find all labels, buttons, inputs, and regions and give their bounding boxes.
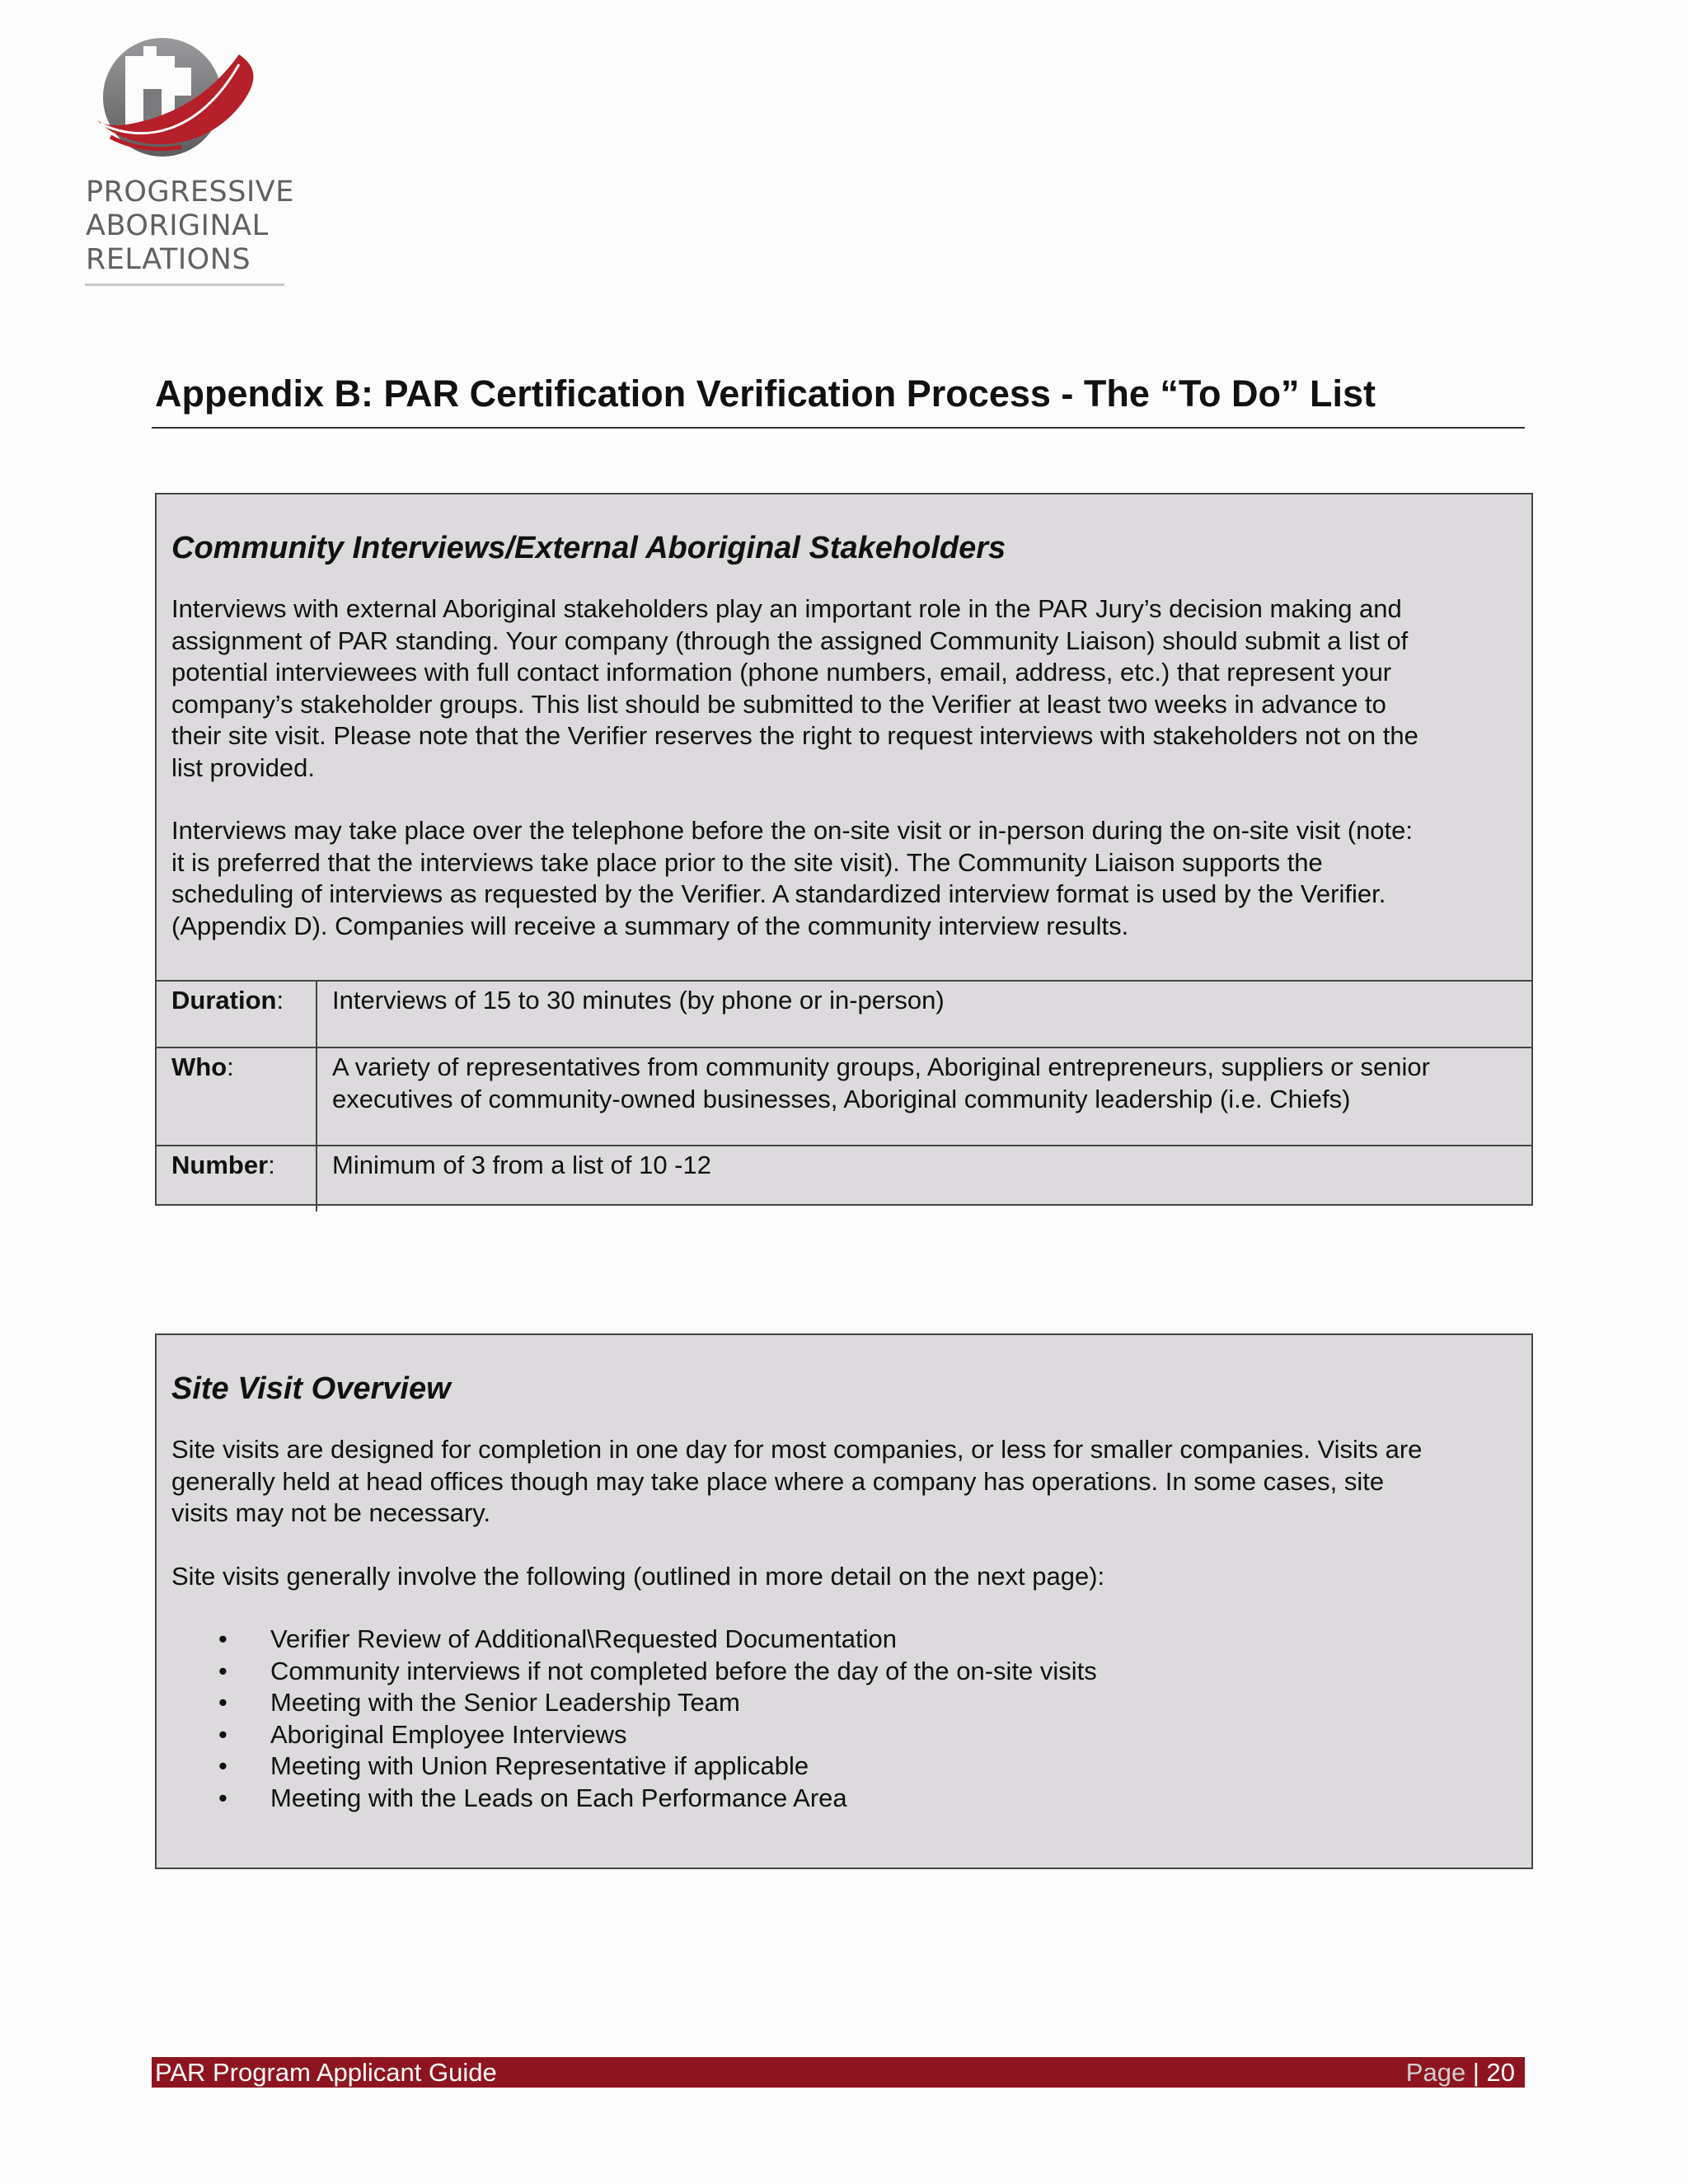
table-row [157,981,1531,1047]
row-value-cell [316,981,1531,1047]
text-line: (Appendix D). Companies will receive a summary of the community interview results. [171,911,1129,940]
community-paragraph-2 [171,815,1517,942]
community-interviews-section [155,493,1533,1206]
text-line: Interviews with external Aboriginal stakeholders play an important role in the PAR Jury’s decision making and [171,594,1402,623]
text-line: Site visits generally involve the following (outlined in more detail on the next page): [171,1561,1105,1591]
footer-document-title: PAR Program Applicant Guide [155,2058,497,2087]
interview-details-table [157,980,1531,1212]
row-value: Interviews of 15 to 30 minutes (by phone or in-person) [332,986,945,1015]
text-line: generally held at head offices though may take place where a company has operations. In some cases, site [171,1466,1385,1496]
list-item: • Meeting with the Leads on Each Performance Area [171,1783,1517,1815]
page-separator: | [1472,2058,1479,2087]
row-label: Who [171,1052,227,1081]
page-footer [152,2057,1525,2088]
list-item: • Community interviews if not completed before the day of the on-site visits [171,1656,1517,1688]
organization-logo [82,31,297,295]
footer-page-indicator [1406,2057,1515,2088]
table-row [157,1146,1531,1212]
list-item: • Meeting with Union Representative if applicable [171,1750,1517,1783]
text-line: list provided. [171,752,316,782]
logo-wordmark [86,176,294,277]
text-line: assignment of PAR standing. Your company (through the assigned Community Liaison) should submit a list of [171,626,1409,655]
page-word: Page [1405,2058,1466,2087]
site-visit-activities-list [171,1624,1517,1814]
row-label: Number [171,1151,269,1179]
site-visit-section [155,1333,1533,1869]
text-line: their site visit. Please note that the Verifier reserves the right to request interviews with stakeholders not on the [171,721,1418,750]
row-value-cell [316,1047,1531,1146]
text-line: Interviews may take place over the telephone before the on-site visit or in-person during the on-site visit (note: [171,816,1414,845]
page-number: 20 [1486,2058,1515,2087]
table-row [157,1047,1531,1146]
list-item: • Aboriginal Employee Interviews [171,1719,1517,1751]
text-line: company’s stakeholder groups. This list should be submitted to the Verifier at least two weeks in advance to [171,689,1386,719]
community-paragraph-1 [171,593,1517,784]
site-visit-paragraph-1 [171,1434,1517,1530]
section-title: Site Visit Overview [171,1371,451,1406]
text-line: visits may not be necessary. [171,1498,491,1527]
logo-mark-icon [82,31,297,171]
page-title: Appendix B: PAR Certification Verification Process - The “To Do” List [155,373,1376,415]
row-label-cell: Who: [157,1047,316,1146]
logo-underline [85,284,284,286]
logo-line: PROGRESSIVE [86,176,294,209]
text-line: it is preferred that the interviews take place prior to the site visit). The Community Liaison supports the [171,847,1323,877]
text-line: scheduling of interviews as requested by the Verifier. A standardized interview format is used by the Verifier. [171,879,1386,908]
row-value: executives of community-owned businesses, Aboriginal community leadership (i.e. Chiefs) [332,1084,1351,1113]
heading-divider [152,427,1525,429]
row-label: Duration [171,986,277,1015]
list-item: • Meeting with the Senior Leadership Team [171,1687,1517,1719]
site-visit-paragraph-2 [171,1561,1517,1593]
logo-line: RELATIONS [86,243,251,276]
row-value: Minimum of 3 from a list of 10 -12 [332,1151,711,1179]
logo-line: ABORIGINAL [86,209,269,242]
row-label-cell: Number: [157,1146,316,1212]
row-value: A variety of representatives from community groups, Aboriginal entrepreneurs, suppliers or senior [332,1052,1430,1081]
row-value-cell [316,1146,1531,1212]
text-line: potential interviewees with full contact information (phone numbers, email, address, etc.) that represent your [171,658,1392,687]
list-item: • Verifier Review of Additional\Requested Documentation [171,1624,1517,1656]
text-line: Site visits are designed for completion in one day for most companies, or less for smaller companies. Visits are [171,1435,1423,1464]
row-label-cell: Duration: [157,981,316,1047]
section-title: Community Interviews/External Aboriginal Stakeholders [171,531,1006,565]
